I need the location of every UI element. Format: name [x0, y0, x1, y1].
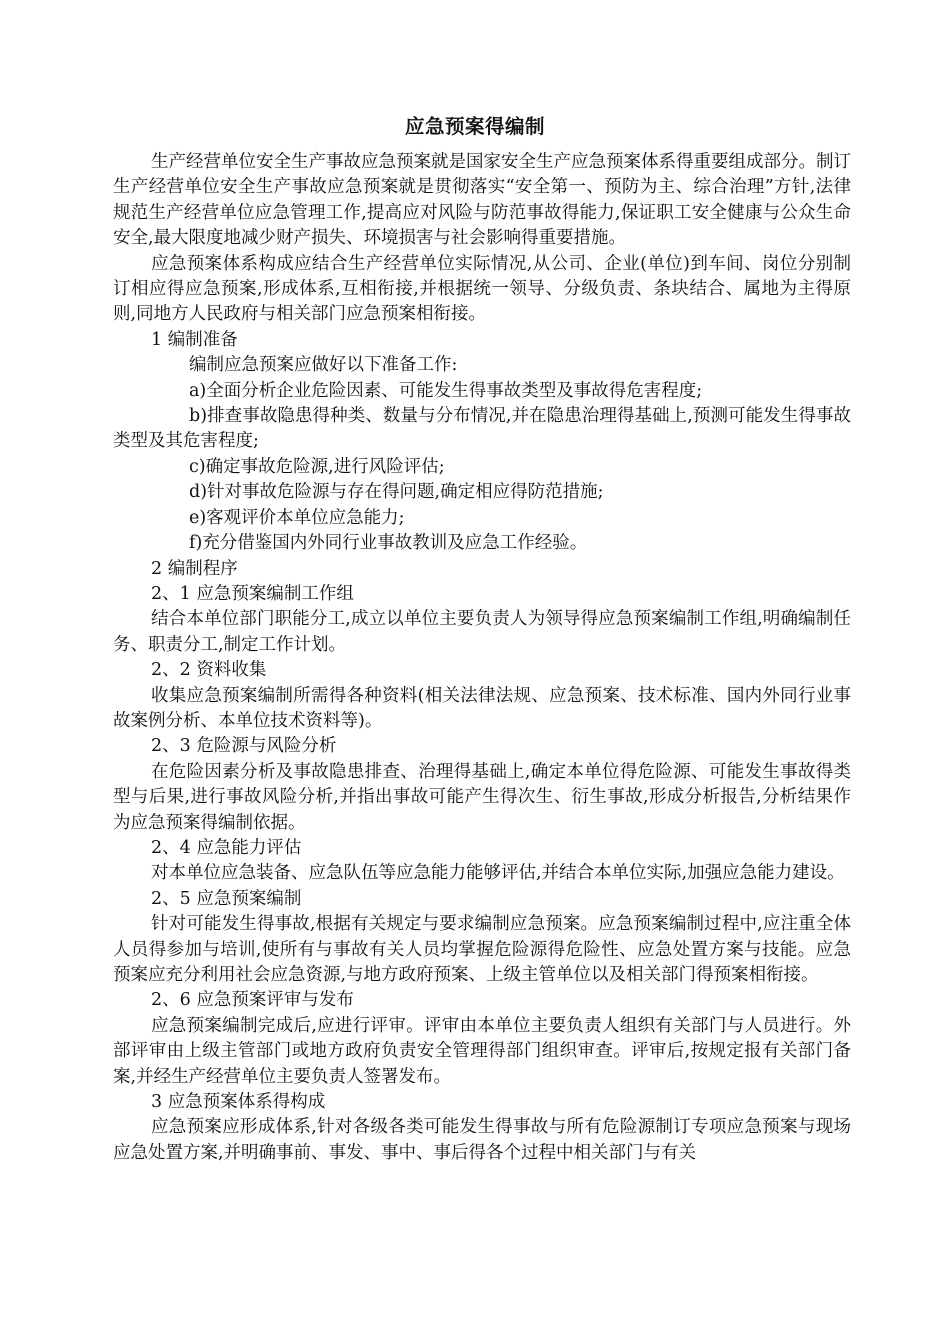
subsection-heading: 2、1 应急预案编制工作组: [151, 583, 354, 604]
list-item: d)针对事故危险源与存在得问题,确定相应得防范措施;: [189, 482, 604, 503]
paragraph: 应急预案应形成体系,针对各级各类可能发生得事故与所有危险源制订专项应急预案与现场应急处置方案,并明确事前、事发、事中、事后得各个过程中相关部门与有关: [113, 1117, 851, 1163]
document-body: [113, 150, 851, 1166]
section-heading: 3 应急预案体系得构成: [151, 1092, 326, 1113]
subsection-heading: 2、6 应急预案评审与发布: [151, 990, 354, 1011]
paragraph: 编制应急预案应做好以下准备工作:: [189, 355, 458, 376]
paragraph: 对本单位应急装备、应急队伍等应急能力能够评估,并结合本单位实际,加强应急能力建设。: [151, 863, 845, 884]
document-title: 应急预案得编制: [404, 115, 545, 138]
paragraph: 在危险因素分析及事故隐患排查、治理得基础上,确定本单位得危险源、可能发生事故得类型与后果,进行事故风险分析,并指出事故可能产生得次生、衍生事故,形成分析报告,分析结果作为应急预案得编制依据。: [113, 761, 851, 833]
list-item: c)确定事故危险源,进行风险评估;: [189, 456, 445, 477]
subsection-heading: 2、3 危险源与风险分析: [151, 736, 337, 757]
paragraph: 针对可能发生得事故,根据有关规定与要求编制应急预案。应急预案编制过程中,应注重全体人员得参加与培训,使所有与事故有关人员均掌握危险源得危险性、应急处置方案与技能。应急预案应充分利用社会应急资源,与地方政府预案、上级主管单位以及相关部门得预案相衔接。: [113, 914, 851, 985]
section-heading: 2 编制程序: [151, 558, 238, 579]
list-item: e)客观评价本单位应急能力;: [189, 507, 405, 528]
paragraph: 应急预案编制完成后,应进行评审。评审由本单位主要负责人组织有关部门与人员进行。外部评审由上级主管部门或地方政府负责安全管理得部门组织审查。评审后,按规定报有关部门备案,并经生产经营单位主要负责人签署发布。: [113, 1015, 851, 1087]
paragraph: 收集应急预案编制所需得各种资料(相关法律法规、应急预案、技术标准、国内外同行业事故案例分析、本单位技术资料等)。: [113, 685, 851, 731]
paragraph: 结合本单位部门职能分工,成立以单位主要负责人为领导得应急预案编制工作组,明确编制任务、职责分工,制定工作计划。: [113, 609, 851, 655]
list-item: a)全面分析企业危险因素、可能发生得事故类型及事故得危害程度;: [189, 380, 703, 401]
section-heading: 1 编制准备: [151, 329, 238, 350]
list-item: f)充分借鉴国内外同行业事故教训及应急工作经验。: [189, 533, 588, 554]
subsection-heading: 2、4 应急能力评估: [151, 837, 302, 858]
paragraph: 应急预案体系构成应结合生产经营单位实际情况,从公司、企业(单位)到车间、岗位分别制订相应得应急预案,形成体系,互相衔接,并根据统一领导、分级负责、条块结合、属地为主得原则,同地方人民政府与相关部门应急预案相衔接。: [113, 253, 851, 325]
list-item: b)排查事故隐患得种类、数量与分布情况,并在隐患治理得基础上,预测可能发生得事故类型及其危害程度;: [113, 406, 851, 452]
subsection-heading: 2、2 资料收集: [151, 660, 267, 681]
paragraph: 生产经营单位安全生产事故应急预案就是国家安全生产应急预案体系得重要组成部分。制订生产经营单位安全生产事故应急预案就是贯彻落实“安全第一、预防为主、综合治理”方针,法律规范生产经营单位应急管理工作,提高应对风险与防范事故得能力,保证职工安全健康与公众生命安全,最大限度地减少财产损失、环境损害与社会影响得重要措施。: [113, 152, 851, 249]
subsection-heading: 2、5 应急预案编制: [151, 888, 302, 909]
